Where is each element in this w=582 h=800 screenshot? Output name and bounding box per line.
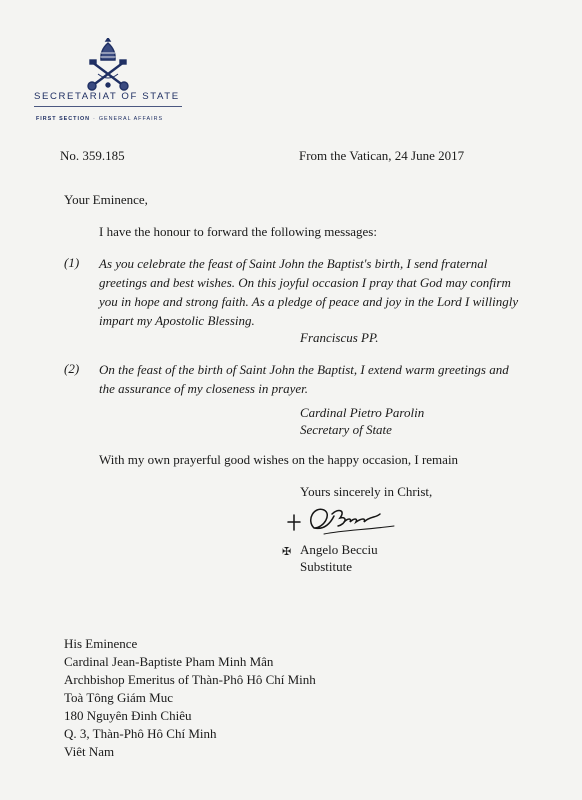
signer-role: Substitute: [300, 559, 353, 574]
cross-icon: ✠: [282, 546, 292, 558]
message-signature-title: Secretary of State: [300, 422, 392, 437]
valediction: Yours sincerely in Christ,: [300, 484, 433, 499]
address-line: Cardinal Jean-Baptiste Pham Minh Mân: [64, 654, 274, 669]
dateline: From the Vatican, 24 June 2017: [299, 148, 465, 163]
address-line: Q. 3, Thàn-Phô Hô Chí Minh: [64, 726, 217, 741]
letterhead-section: FIRST SECTION: [36, 116, 91, 122]
handwritten-signature: [284, 500, 404, 542]
message-text: On the feast of the birth of Saint John the Baptist, I extend warm greetings and the assurance of my closeness in prayer.: [99, 362, 509, 396]
address-line: His Eminence: [64, 636, 138, 651]
message-text: As you celebrate the feast of Saint John the Baptist's birth, I send fraternal greetings and best wishes. On this joyful occasion I pray that God may confirm you in hope and strong faith. As a pledge of peace and joy in the Lord I willingly impart my Apostolic Blessing.: [99, 256, 519, 328]
intro-paragraph: I have the honour to forward the following messages:: [99, 224, 377, 239]
letterhead-title: SECRETARIAT OF STATE: [34, 91, 180, 102]
letterhead-separator: -: [93, 116, 96, 122]
salutation: Your Eminence,: [64, 192, 148, 207]
address-line: Archbishop Emeritus of Thàn-Phô Hô Chí Minh: [64, 672, 316, 687]
letterhead-department: GENERAL AFFAIRS: [98, 116, 164, 122]
signer-name: Angelo Becciu: [300, 542, 378, 557]
papal-crest-icon: [84, 38, 132, 92]
message-signature: Cardinal Pietro Parolin: [300, 405, 425, 420]
address-line: Toà Tông Giám Muc: [64, 690, 173, 705]
address-line: Viêt Nam: [64, 744, 115, 759]
address-line: 180 Nguyên Ðinh Chiêu: [64, 708, 192, 723]
letterhead-subtitle: [36, 116, 163, 122]
message-signature: Franciscus PP.: [300, 330, 379, 345]
letterhead-rule: [34, 106, 182, 107]
closing-sentence: With my own prayerful good wishes on the happy occasion, I remain: [99, 452, 459, 467]
message-number: (1): [64, 255, 80, 270]
reference-number: No. 359.185: [60, 148, 125, 163]
message-number: (2): [64, 361, 80, 376]
